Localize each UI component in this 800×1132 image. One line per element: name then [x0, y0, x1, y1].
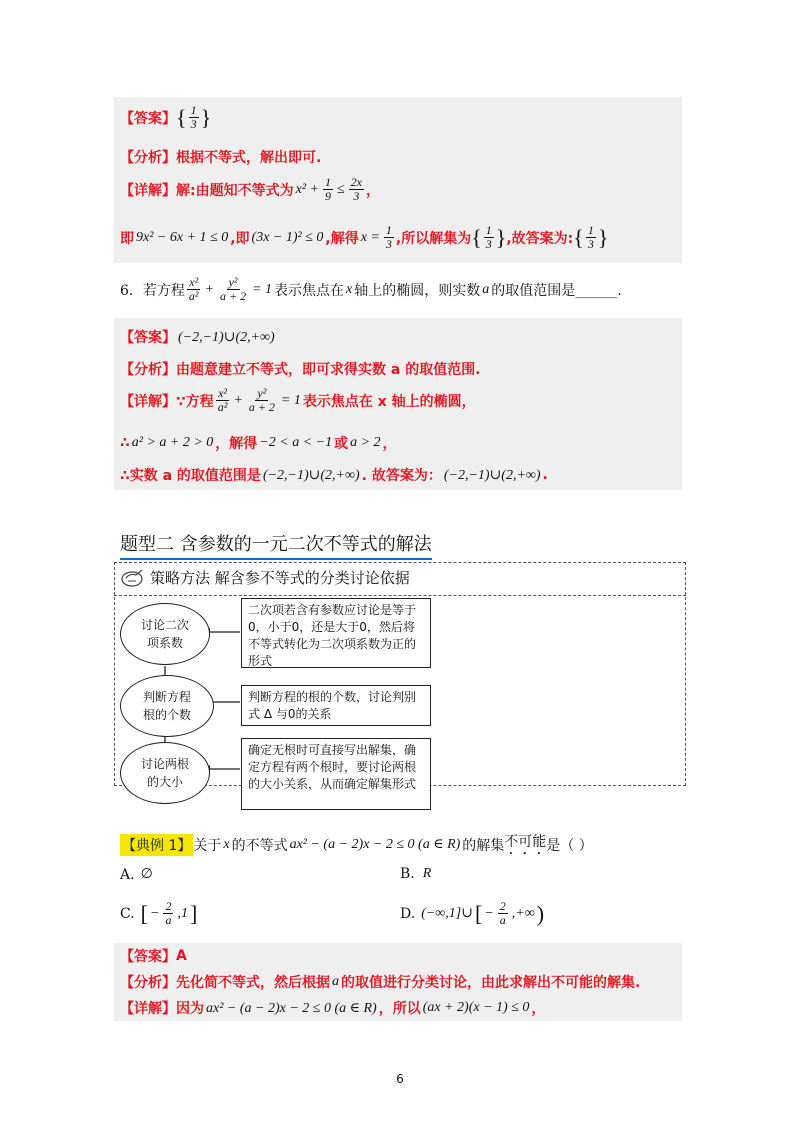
q6-detail-line: 【详解】 ∵方程 $\frac{\text{x²}}{\text{a²}}$ + $\frac{\text{y²}}{a + 2}$ = 1 表示焦点在 x 轴上的椭圆，: [120, 386, 476, 414]
flow-node-1-label: 讨论二次 项系数: [140, 618, 189, 650]
option-c[interactable]: C. [ − $\frac{2}{a}$ ,1 ]: [120, 899, 198, 927]
example-label: 【典例 1】: [120, 834, 193, 856]
q5-conclusion-line: 即 9x² − 6x + 1 ≤ 0 ,即 (3x − 1)² ≤ 0 ,解得 x = $\frac{1}{3}$ ,所以解集为 { $\frac{1}{3}$ } ,故答案为: { $\frac{1}{3}$ }: [120, 223, 609, 251]
example-answer-value: A: [176, 948, 187, 964]
q5-answer-set: $\frac{1}{3}$: [190, 103, 197, 131]
flow-desc-3: 确定无根时可直接写出解集，确定方程有两个根时，要讨论两根的大小关系，从而确定解集形式: [241, 738, 431, 810]
q6-solve-line: ∴ a² > a + 2 > 0 ，解得 −2 < a < −1 或 a > 2 ，: [120, 435, 397, 452]
section-title: 题型二 含参数的一元二次不等式的解法: [120, 530, 432, 560]
strategy-title: 策略方法 解含参不等式的分类讨论依据: [150, 568, 410, 587]
option-d[interactable]: D. (−∞,1]∪ [ − $\frac{2}{a}$ ,+∞ ): [400, 899, 545, 927]
q5-analysis-label: 【分析】: [120, 150, 176, 166]
flow-desc-1: 二次项若含有参数应讨论是等于0，小于0，还是大于0，然后将不等式转化为二次项系数为正的形式: [241, 598, 431, 668]
emphasis-dotted: 不可能: [504, 834, 547, 850]
q6-answer-line: 【答案】 (−2,−1)∪(2,+∞): [120, 329, 275, 346]
flow-node-3-label: 讨论两根 的大小: [140, 757, 189, 789]
q5-detail-label: 【详解】: [120, 182, 176, 199]
flow-node-3: [120, 742, 210, 804]
flow-node-1: [120, 603, 210, 665]
hand-writing-icon: [120, 566, 146, 588]
example-detail-line: 【详解】 因为 ax² − (a − 2)x − 2 ≤ 0 (a ∈ R) ，所以 (ax + 2)(x − 1) ≤ 0 ，: [120, 1000, 546, 1017]
q5-detail-line: 【详解】 解:由题知不等式为 x² + $\frac{1}{9}$ ≤ $\frac{2x}{3}$ ，: [120, 175, 380, 203]
q5-detail-text: 解:由题知不等式为: [176, 182, 294, 199]
q6-answer-math: (−2,−1)∪(2,+∞): [178, 329, 275, 345]
q5-analysis-line: [120, 147, 321, 167]
flow-node-2: [120, 675, 214, 737]
q6-stem: 6． 若方程 $\frac{\text{x²}}{\text{a²}}$ + $\frac{\text{y²}}{a + 2}$ = 1 表示焦点在 x 轴上的椭圆，则实数 a 的取值范围是______.: [120, 275, 622, 303]
q5-answer-label: 【答案】: [120, 110, 176, 127]
q6-analysis-line: 【分析】 由题意建立不等式，即可求得实数 a 的取值范围.: [120, 362, 481, 378]
q5-analysis-text: 根据不等式，解出即可.: [176, 150, 322, 166]
example-stem: 【典例 1】 关于 x 的不等式 ax² − (a − 2)x − 2 ≤ 0 (a ∈ R) 的解集 不可能 是（ ）: [120, 831, 593, 858]
option-a[interactable]: A. ∅: [120, 866, 153, 883]
strategy-header: [120, 566, 410, 588]
q5-answer-line: 【答案】 { $\frac{1}{3}$ }: [120, 103, 212, 131]
option-b[interactable]: B. R: [400, 866, 432, 882]
example-answer-line: 【答案】 A: [120, 948, 187, 965]
q6-result-line: ∴实数 a 的取值范围是 (−2,−1)∪(2,+∞) . 故答案为： (−2,−1)∪(2,+∞) .: [120, 467, 548, 484]
q5-math-b: (3x − 1)² ≤ 0: [251, 229, 324, 245]
example-inequality: ax² − (a − 2)x − 2 ≤ 0 (a ∈ R): [289, 837, 461, 852]
q5-math-a: 9x² − 6x + 1 ≤ 0: [136, 229, 229, 245]
example-analysis-line: 【分析】 先化简不等式，然后根据 a 的取值进行分类讨论，由此求解出不可能的解集.: [120, 974, 641, 991]
flow-node-2-label: 判断方程 根的个数: [142, 690, 191, 722]
page-number: 6: [396, 1072, 404, 1086]
flow-desc-2: 判断方程的根的个数，讨论判别式 Δ 与0的关系: [241, 685, 431, 726]
